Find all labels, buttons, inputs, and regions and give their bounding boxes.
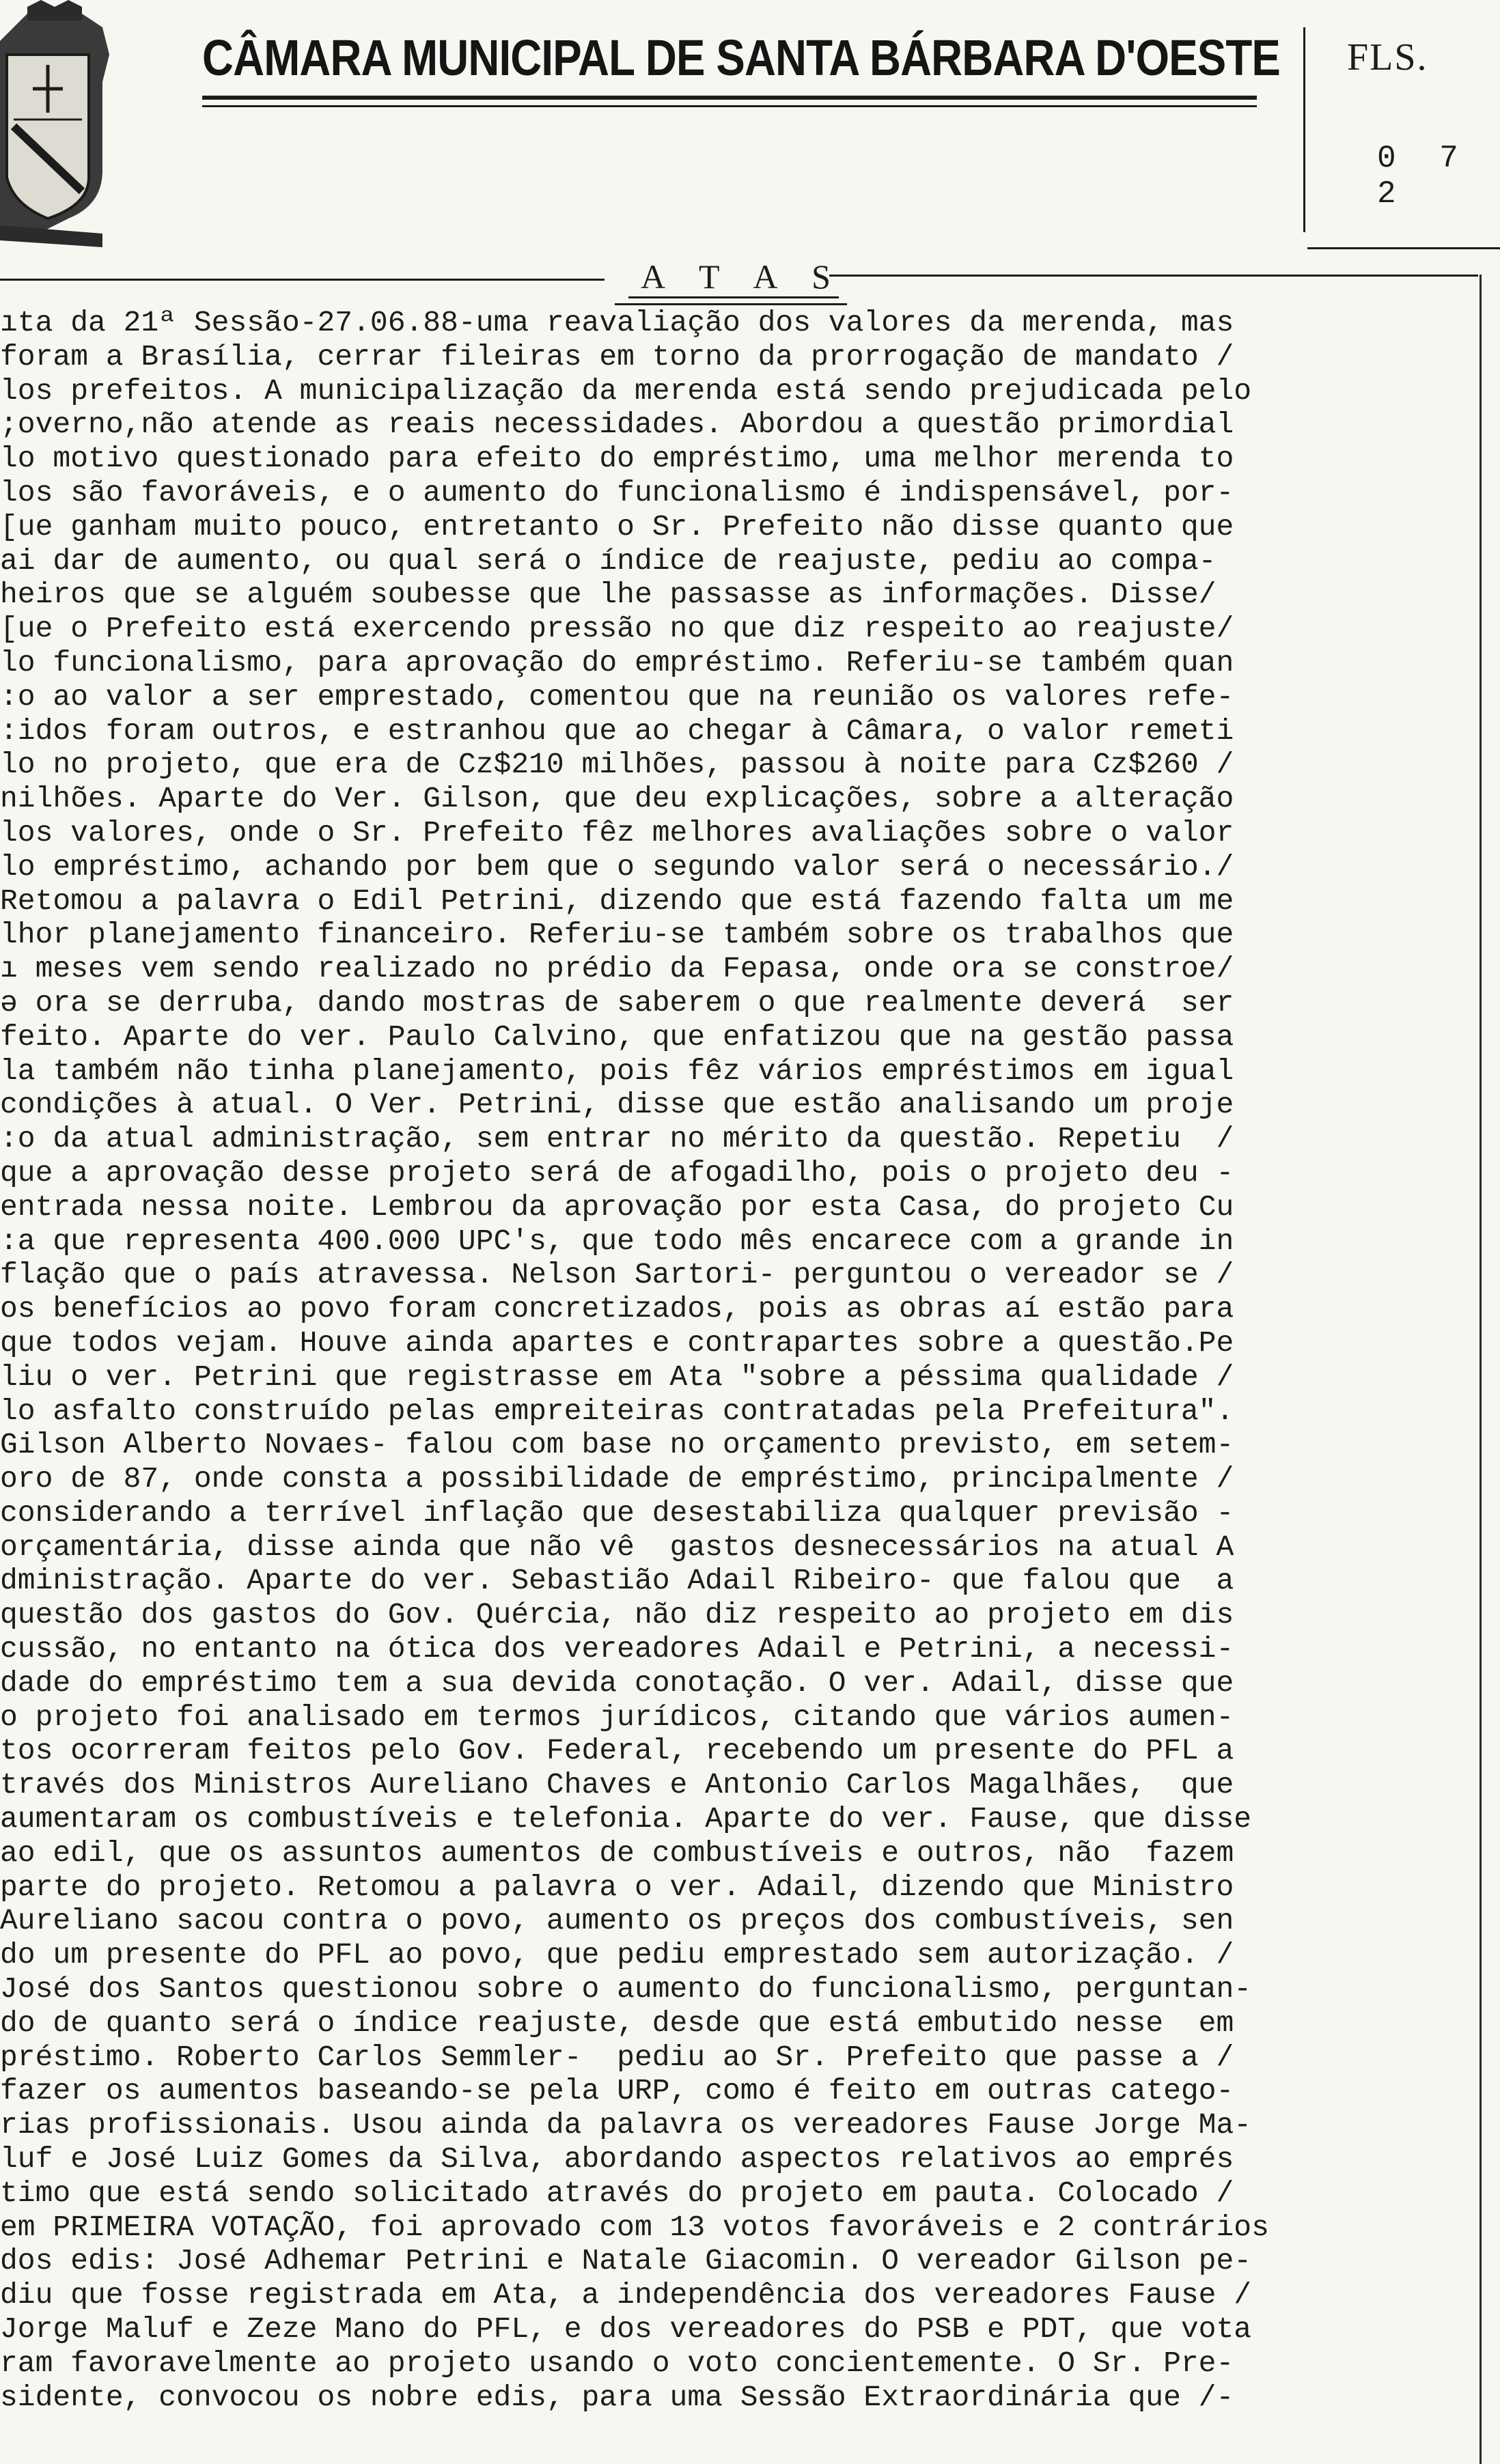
text-line: dos edis: José Adhemar Petrini e Natale Giacomin. O vereador Gilson pe- (0, 2244, 1252, 2278)
text-line: lo funcionalismo, para aprovação do empréstimo. Referiu-se também quan (0, 645, 1234, 680)
text-line: que a aprovação desse projeto será de afogadilho, pois o projeto deu - (0, 1156, 1234, 1190)
text-line: [ue o Prefeito está exercendo pressão no que diz respeito ao reajuste/ (0, 612, 1234, 646)
text-line: Aureliano sacou contra o povo, aumento os preços dos combustíveis, sen (0, 1904, 1234, 1938)
title-underline-2 (615, 303, 847, 305)
text-line: ıta da 21ª Sessão-27.06.88-uma reavaliação dos valores da merenda, mas (0, 306, 1234, 339)
title-rule-right (829, 275, 1478, 277)
text-line: do de quanto será o índice reajuste, desde que está embutido nesse em (0, 2006, 1234, 2040)
text-line: [ue ganham muito pouco, entretanto o Sr. Prefeito não disse quanto que (0, 509, 1234, 544)
text-line (0, 2414, 1462, 2448)
text-line: los prefeitos. A municipalização da merenda está sendo prejudicada pelo (0, 374, 1252, 408)
text-line: considerando a terrível inflação que desestabiliza qualquer previsão - (0, 1496, 1234, 1530)
text-line: lo asfalto construído pelas empreiteiras contratadas pela Prefeitura". (0, 1394, 1234, 1428)
text-line: :idos foram outros, e estranhou que ao chegar à Câmara, o valor remeti (0, 714, 1234, 748)
text-line: ;overno,não atende as reais necessidades. Abordou a questão primordial (0, 408, 1234, 442)
text-line: ai dar de aumento, ou qual será o índice de reajuste, pediu ao compa- (0, 544, 1217, 578)
text-line: :o da atual administração, sem entrar no mérito da questão. Repetiu / (0, 1122, 1234, 1156)
text-line: ram favoravelmente ao projeto usando o voto concientemente. O Sr. Pre- (0, 2346, 1234, 2380)
text-line: Jorge Maluf e Zeze Mano do PFL, e dos vereadores do PSB e PDT, que vota (0, 2312, 1252, 2347)
text-line: orçamentária, disse ainda que não vê gastos desnecessários na atual A (0, 1530, 1234, 1564)
text-line: entrada nessa noite. Lembrou da aprovação por esta Casa, do projeto Cu (0, 1190, 1234, 1224)
text-line: que todos vejam. Houve ainda apartes e contrapartes sobre a questão.Pe (0, 1326, 1234, 1360)
municipal-coat-of-arms (0, 0, 130, 260)
folio-label: FLS. (1347, 36, 1428, 79)
text-line: préstimo. Roberto Carlos Semmler- pediu ao Sr. Prefeito que passe a / (0, 2040, 1234, 2074)
text-line: lo motivo questionado para efeito do empréstimo, uma melhor merenda to (0, 442, 1234, 476)
text-line: Retomou a palavra o Edil Petrini, dizendo que está fazendo falta um me (0, 884, 1234, 918)
header-title: CÂMARA MUNICIPAL DE SANTA BÁRBARA D'OESTE (202, 29, 1280, 86)
header-divider (1303, 27, 1305, 232)
text-line: dministração. Aparte do ver. Sebastião Adail Ribeiro- que falou que a (0, 1564, 1234, 1598)
text-line: través dos Ministros Aureliano Chaves e Antonio Carlos Magalhães, que (0, 1768, 1234, 1802)
text-line: dade do empréstimo tem a sua devida conotação. O ver. Adail, disse que (0, 1666, 1234, 1700)
text-line: lo empréstimo, achando por bem que o segundo valor será o necessário./ (0, 850, 1234, 884)
text-line: condições à atual. O Ver. Petrini, disse que estão analisando um proje (0, 1088, 1234, 1122)
text-line: lhor planejamento financeiro. Referiu-se também sobre os trabalhos que (0, 918, 1234, 952)
text-line: los são favoráveis, e o aumento do funcionalismo é indispensável, por- (0, 475, 1234, 509)
header-rule (202, 96, 1257, 100)
text-line: foram a Brasília, cerrar fileiras em torno da prorrogação de mandato / (0, 339, 1234, 374)
text-line: José dos Santos questionou sobre o aumento do funcionalismo, perguntan- (0, 1972, 1252, 2006)
text-line: feito. Aparte do ver. Paulo Calvino, que enfatizou que na gestão passa (0, 1020, 1234, 1054)
text-line: questão dos gastos do Gov. Quércia, não diz respeito ao projeto em dis (0, 1598, 1234, 1632)
text-line: liu o ver. Petrini que registrasse em Ata "sobre a péssima qualidade / (0, 1360, 1234, 1394)
text-line: fazer os aumentos baseando-se pela URP, como é feito em outras catego- (0, 2074, 1234, 2108)
text-line: timo que está sendo solicitado através do projeto em pauta. Colocado / (0, 2176, 1234, 2210)
text-line: do um presente do PFL ao povo, que pediu emprestado sem autorização. / (0, 1938, 1234, 1972)
text-line: os benefícios ao povo foram concretizados, pois as obras aí estão para (0, 1292, 1234, 1326)
text-line: heiros que se alguém soubesse que lhe passasse as informações. Disse/ (0, 578, 1217, 612)
text-line: :a que representa 400.000 UPC's, que todo mês encarece com a grande in (0, 1224, 1234, 1258)
text-line: los valores, onde o Sr. Prefeito fêz melhores avaliações sobre o valor (0, 815, 1234, 850)
text-line: o projeto foi analisado em termos jurídicos, citando que vários aumen- (0, 1700, 1234, 1734)
text-line: diu que fosse registrada em Ata, a independência dos vereadores Fause / (0, 2278, 1252, 2312)
text-line: lo no projeto, que era de Cz$210 milhões, passou à noite para Cz$260 / (0, 748, 1234, 782)
frame-border-right (1480, 275, 1482, 2464)
title-rule-left (0, 279, 605, 281)
text-line: ı meses vem sendo realizado no prédio da Fepasa, onde ora se constroe/ (0, 952, 1234, 986)
header-rule-thin (202, 105, 1257, 107)
text-line: aumentaram os combustíveis e telefonia. Aparte do ver. Fause, que disse (0, 1802, 1252, 1836)
folio-rule (1307, 247, 1500, 249)
text-line: rias profissionais. Usou ainda da palavra os vereadores Fause Jorge Ma- (0, 2108, 1252, 2142)
text-line: cussão, no entanto na ótica dos vereadores Adail e Petrini, a necessi- (0, 1632, 1234, 1666)
text-line: parte do projeto. Retomou a palavra o ver. Adail, dizendo que Ministro (0, 1870, 1234, 1904)
text-line: Gilson Alberto Novaes- falou com base no orçamento previsto, em setem- (0, 1428, 1234, 1462)
text-line: nilhões. Aparte do Ver. Gilson, que deu explicações, sobre a alteração (0, 782, 1234, 816)
text-line: :o ao valor a ser emprestado, comentou que na reunião os valores refe- (0, 680, 1234, 714)
text-line: sidente, convocou os nobre edis, para uma Sessão Extraordinária que /- (0, 2380, 1234, 2414)
text-line: la também não tinha planejamento, pois fêz vários empréstimos em igual (0, 1054, 1234, 1088)
title-underline (628, 296, 839, 298)
folio-number: 0 7 2 (1377, 141, 1471, 212)
text-line: ə ora se derruba, dando mostras de saberem o que realmente deverá ser (0, 985, 1234, 1020)
minutes-body (0, 306, 1462, 2448)
text-line: luf e José Luiz Gomes da Silva, abordando aspectos relativos ao emprés (0, 2142, 1234, 2176)
text-line: oro de 87, onde consta a possibilidade de empréstimo, principalmente / (0, 1462, 1234, 1496)
text-line: em PRIMEIRA VOTAÇÃO, foi aprovado com 13 votos favoráveis e 2 contrários (0, 2210, 1269, 2244)
text-line: flação que o país atravessa. Nelson Sartori- perguntou o vereador se / (0, 1258, 1234, 1292)
text-line: tos ocorreram feitos pelo Gov. Federal, recebendo um presente do PFL a (0, 1734, 1234, 1768)
text-line: ao edil, que os assuntos aumentos de combustíveis e outros, não fazem (0, 1836, 1234, 1870)
section-title: A T A S (641, 257, 844, 296)
